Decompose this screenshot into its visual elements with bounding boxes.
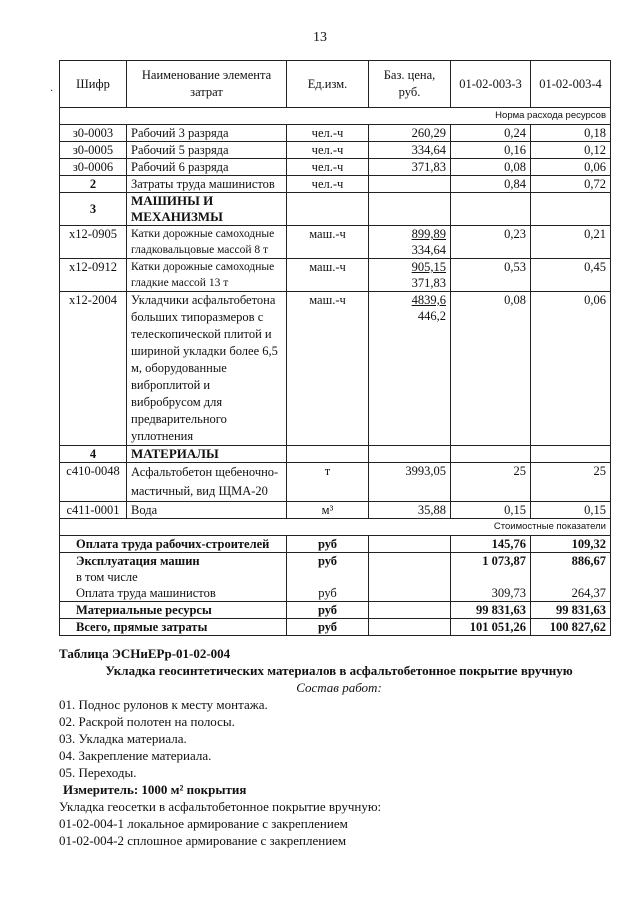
- table-row: [60, 259, 611, 292]
- row-price: [369, 292, 451, 446]
- row-code: з0-0003: [60, 125, 127, 142]
- header-unit: Ед.изм.: [287, 61, 369, 108]
- row-price: 371,83: [369, 159, 451, 176]
- summary-value-1: 309,73: [451, 585, 531, 602]
- row-price: 334,64: [369, 142, 451, 159]
- row-price: [369, 259, 451, 292]
- table-row: [60, 502, 611, 519]
- table-row: [60, 142, 611, 159]
- summary-unit: руб: [287, 585, 369, 602]
- work-step: 01. Поднос рулонов к месту монтажа.: [59, 697, 268, 712]
- row-value-2: 0,12: [531, 142, 611, 159]
- price-rate: 899,89: [411, 227, 446, 241]
- row-value-1: 0,84: [451, 176, 531, 193]
- row-name: Рабочий 3 разряда: [127, 125, 287, 142]
- row-unit: м³: [287, 502, 369, 519]
- header-price: Баз. цена, руб.: [369, 61, 451, 108]
- header-code: Шифр: [60, 61, 127, 108]
- summary-unit: руб: [287, 553, 369, 570]
- section-description: [59, 645, 619, 849]
- table-row: [60, 159, 611, 176]
- summary-name: Оплата труда машинистов: [60, 585, 287, 602]
- summary-value-2: 886,67: [531, 553, 611, 570]
- row-value-2: 0,18: [531, 125, 611, 142]
- band-costs: Стоимостные показатели: [60, 519, 611, 536]
- description-line: 01-02-004-1 локальное армирование с закреплением: [59, 816, 348, 831]
- row-value-1: 0,16: [451, 142, 531, 159]
- work-step: 02. Раскрой полотен на полосы.: [59, 714, 235, 729]
- summary-value-2: 109,32: [531, 536, 611, 553]
- row-name: Катки дорожные самоходные гладкие массой 13 т: [127, 259, 287, 292]
- row-name: Вода: [127, 502, 287, 519]
- row-code: с411-0001: [60, 502, 127, 519]
- table-row: [60, 292, 611, 446]
- summary-value-1: 145,76: [451, 536, 531, 553]
- section-title: МАТЕРИАЛЫ: [127, 446, 287, 463]
- row-value-2: 25: [531, 463, 611, 502]
- price-rate: 905,15: [411, 260, 446, 274]
- row-value-1: 0,08: [451, 159, 531, 176]
- summary-row: [60, 585, 611, 602]
- table-row: [60, 125, 611, 142]
- row-code: х12-0912: [60, 259, 127, 292]
- summary-value-2: 100 827,62: [531, 619, 611, 636]
- summary-value-1: 101 051,26: [451, 619, 531, 636]
- summary-unit: руб: [287, 602, 369, 619]
- summary-name: Оплата труда рабочих-строителей: [60, 536, 287, 553]
- header-col1: 01-02-003-3: [451, 61, 531, 108]
- summary-unit: руб: [287, 619, 369, 636]
- summary-value-1: 1 073,87: [451, 553, 531, 570]
- row-price: [369, 226, 451, 259]
- row-price: 35,88: [369, 502, 451, 519]
- row-value-2: 0,06: [531, 159, 611, 176]
- summary-name: Всего, прямые затраты: [60, 619, 287, 636]
- row-price: 260,29: [369, 125, 451, 142]
- row-name: Асфальтобетон щебеночно-мастичный, вид ЩМА-20: [127, 463, 287, 502]
- section-materials: [60, 446, 611, 463]
- summary-row: [60, 536, 611, 553]
- row-unit: чел.-ч: [287, 176, 369, 193]
- row-value-1: 0,23: [451, 226, 531, 259]
- section-title: МАШИНЫ И МЕХАНИЗМЫ: [127, 193, 287, 226]
- margin-mark: ·: [50, 86, 54, 97]
- section-code: 3: [60, 193, 127, 226]
- section-machines: [60, 193, 611, 226]
- row-unit: чел.-ч: [287, 142, 369, 159]
- row-code: з0-0005: [60, 142, 127, 159]
- row-value-2: 0,21: [531, 226, 611, 259]
- summary-row: [60, 602, 611, 619]
- summary-value-2: 99 831,63: [531, 602, 611, 619]
- row-value-2: 0,06: [531, 292, 611, 446]
- composition-title: Состав работ:: [296, 680, 382, 695]
- work-step: 05. Переходы.: [59, 765, 137, 780]
- row-value-2: 0,72: [531, 176, 611, 193]
- measure-unit: Измеритель: 1000 м² покрытия: [63, 782, 247, 797]
- summary-row: [60, 553, 611, 570]
- row-unit: чел.-ч: [287, 125, 369, 142]
- row-value-1: 0,08: [451, 292, 531, 446]
- row-name: Затраты труда машинистов: [127, 176, 287, 193]
- table-header-row: [60, 61, 611, 108]
- price-rate: 4839,6: [411, 293, 446, 307]
- row-name: Рабочий 5 разряда: [127, 142, 287, 159]
- work-step: 04. Закрепление материала.: [59, 748, 212, 763]
- summary-value-2: 264,37: [531, 585, 611, 602]
- summary-value-1: 99 831,63: [451, 602, 531, 619]
- row-value-1: 0,53: [451, 259, 531, 292]
- summary-name: в том числе: [60, 569, 287, 585]
- header-name: Наименование элемента затрат: [127, 61, 287, 108]
- row-value-2: 0,15: [531, 502, 611, 519]
- row-code: 2: [60, 176, 127, 193]
- row-code: х12-2004: [60, 292, 127, 446]
- description-line: 01-02-004-2 сплошное армирование с закреплением: [59, 833, 347, 848]
- description-line: Укладка геосетки в асфальтобетонное покрытие вручную:: [59, 799, 382, 814]
- table-row: [60, 176, 611, 193]
- table-row: [60, 226, 611, 259]
- summary-unit: руб: [287, 536, 369, 553]
- page-number: 13: [313, 30, 327, 45]
- summary-row: [60, 569, 611, 585]
- resource-table: [59, 60, 611, 636]
- summary-name: Материальные ресурсы: [60, 602, 287, 619]
- row-name: Укладчики асфальтобетона больших типоразмеров с телескопической плитой и шириной укладки более 6,5 м, оборудованные виброплитой и вибробрусом для предварительного уплотнения: [127, 292, 287, 446]
- row-price: 3993,05: [369, 463, 451, 502]
- row-unit: т: [287, 463, 369, 502]
- row-code: з0-0006: [60, 159, 127, 176]
- row-name: Катки дорожные самоходные гладковальцовые массой 8 т: [127, 226, 287, 259]
- row-value-1: 0,24: [451, 125, 531, 142]
- price-operator: 334,64: [411, 243, 446, 257]
- row-name: Рабочий 6 разряда: [127, 159, 287, 176]
- row-price: [369, 176, 451, 193]
- row-code: х12-0905: [60, 226, 127, 259]
- row-unit: маш.-ч: [287, 226, 369, 259]
- row-unit: чел.-ч: [287, 159, 369, 176]
- row-value-1: 0,15: [451, 502, 531, 519]
- price-operator: 371,83: [411, 276, 446, 290]
- table-title: Таблица ЭСНиЕРр-01-02-004: [59, 646, 231, 661]
- row-value-1: 25: [451, 463, 531, 502]
- summary-row: [60, 619, 611, 636]
- summary-name: Эксплуатация машин: [60, 553, 287, 570]
- row-unit: маш.-ч: [287, 292, 369, 446]
- row-value-2: 0,45: [531, 259, 611, 292]
- row-code: с410-0048: [60, 463, 127, 502]
- section-subtitle: Укладка геосинтетических материалов в асфальтобетонное покрытие вручную: [105, 663, 573, 678]
- price-operator: 446,2: [417, 309, 446, 323]
- band-resources: Норма расхода ресурсов: [60, 108, 611, 125]
- table-row: [60, 463, 611, 502]
- row-unit: маш.-ч: [287, 259, 369, 292]
- section-code: 4: [60, 446, 127, 463]
- header-col2: 01-02-003-4: [531, 61, 611, 108]
- work-step: 03. Укладка материала.: [59, 731, 187, 746]
